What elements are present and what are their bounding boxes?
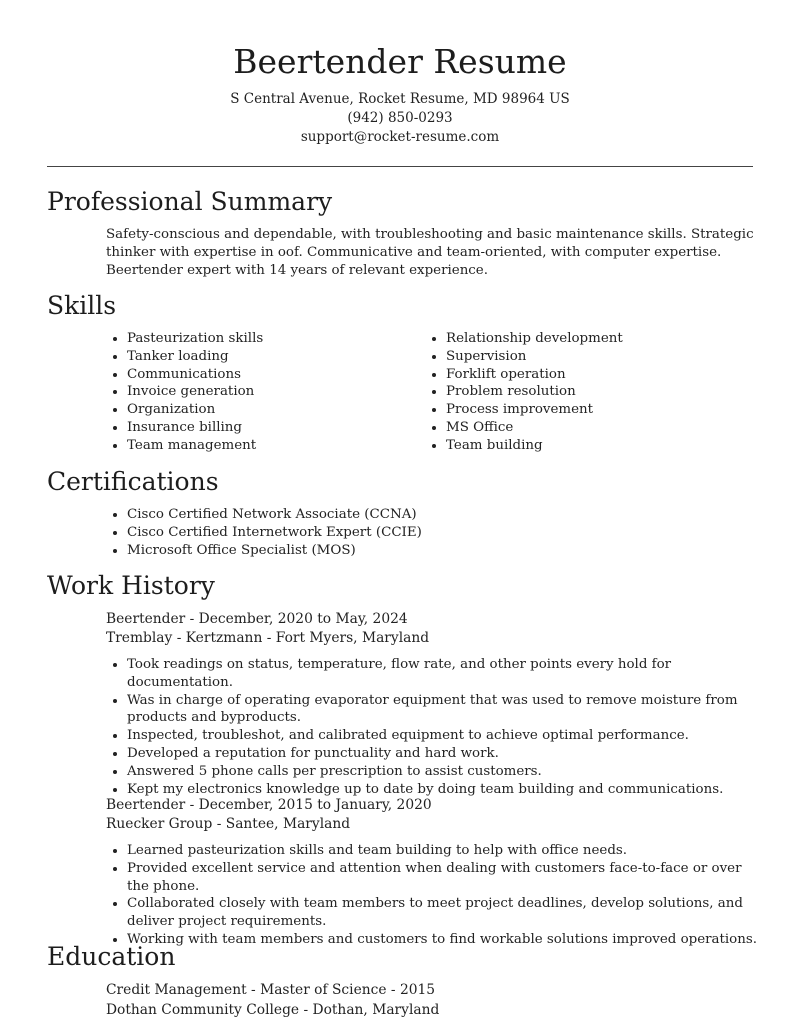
job-bullet: • Took readings on status, temperature, flow rate, and other points every hold for documentation. <box>127 656 767 692</box>
skill-item: • Problem resolution <box>446 383 766 401</box>
job-bullets <box>106 656 767 798</box>
skill-item: • Relationship development <box>446 330 766 348</box>
job-bullet: • Developed a reputation for punctuality and hard work. <box>127 745 767 763</box>
skill-item: • Tanker loading <box>127 348 427 366</box>
certification-item: • Cisco Certified Network Associate (CCNA) <box>127 506 767 524</box>
skill-item: • Insurance billing <box>127 419 427 437</box>
skills-heading: Skills <box>47 291 117 320</box>
job-bullet: • Was in charge of operating evaporator equipment that was used to remove moisture from products and byproducts. <box>127 692 767 728</box>
skills-list-right <box>425 330 766 455</box>
skill-item: • MS Office <box>446 419 766 437</box>
education-school-line: Dothan Community College - Dothan, Maryland <box>106 1002 440 1018</box>
job-bullet: • Inspected, troubleshot, and calibrated equipment to achieve optimal performance. <box>127 727 767 745</box>
skill-item: • Supervision <box>446 348 766 366</box>
certifications-list <box>106 506 767 559</box>
job-role-line: Beertender - December, 2015 to January, 2020 <box>106 797 432 813</box>
skill-item: • Forklift operation <box>446 366 766 384</box>
job-bullet: • Working with team members and customers to find workable solutions improved operations. <box>127 931 767 949</box>
contact-phone: (942) 850-0293 <box>347 110 453 126</box>
certification-item: • Cisco Certified Internetwork Expert (CCIE) <box>127 524 767 542</box>
summary-heading: Professional Summary <box>47 187 333 216</box>
summary-text: Safety-conscious and dependable, with troubleshooting and basic maintenance skills. Strategic thinker with expertise in oof. Communicative and team-oriented, with computer expertise. Beertender expert with 14 years of relevant experience. <box>106 227 754 278</box>
education-degree-line: Credit Management - Master of Science - 2015 <box>106 982 436 998</box>
work-history-heading: Work History <box>47 571 215 600</box>
skill-item: • Team management <box>127 437 427 455</box>
job-bullet: • Provided excellent service and attention when dealing with customers face-to-face or over the phone. <box>127 860 767 896</box>
certification-item: • Microsoft Office Specialist (MOS) <box>127 542 767 560</box>
job-bullet: • Learned pasteurization skills and team building to help with office needs. <box>127 842 767 860</box>
skill-item: • Organization <box>127 401 427 419</box>
skill-item: • Communications <box>127 366 427 384</box>
contact-email: support@rocket-resume.com <box>300 129 500 145</box>
contact-address: S Central Avenue, Rocket Resume, MD 98964 US <box>230 91 570 107</box>
education-heading: Education <box>47 942 176 971</box>
job-bullets <box>106 842 767 949</box>
job-company-line: Ruecker Group - Santee, Maryland <box>106 816 351 832</box>
resume-header <box>0 0 800 147</box>
resume-name: Beertender Resume <box>233 42 567 81</box>
job-bullet: • Kept my electronics knowledge up to date by doing team building and communications. <box>127 781 767 799</box>
skill-item: • Process improvement <box>446 401 766 419</box>
job-bullet: • Answered 5 phone calls per prescription to assist customers. <box>127 763 767 781</box>
skill-item: • Invoice generation <box>127 383 427 401</box>
skills-list-left <box>106 330 427 455</box>
skill-item: • Pasteurization skills <box>127 330 427 348</box>
job-company-line: Tremblay - Kertzmann - Fort Myers, Maryland <box>106 630 430 646</box>
job-role-line: Beertender - December, 2020 to May, 2024 <box>106 611 408 627</box>
job-bullet: • Collaborated closely with team members to meet project deadlines, develop solutions, and deliver project requirements. <box>127 895 767 931</box>
skill-item: • Team building <box>446 437 766 455</box>
certifications-heading: Certifications <box>47 467 219 496</box>
header-divider <box>47 166 753 167</box>
